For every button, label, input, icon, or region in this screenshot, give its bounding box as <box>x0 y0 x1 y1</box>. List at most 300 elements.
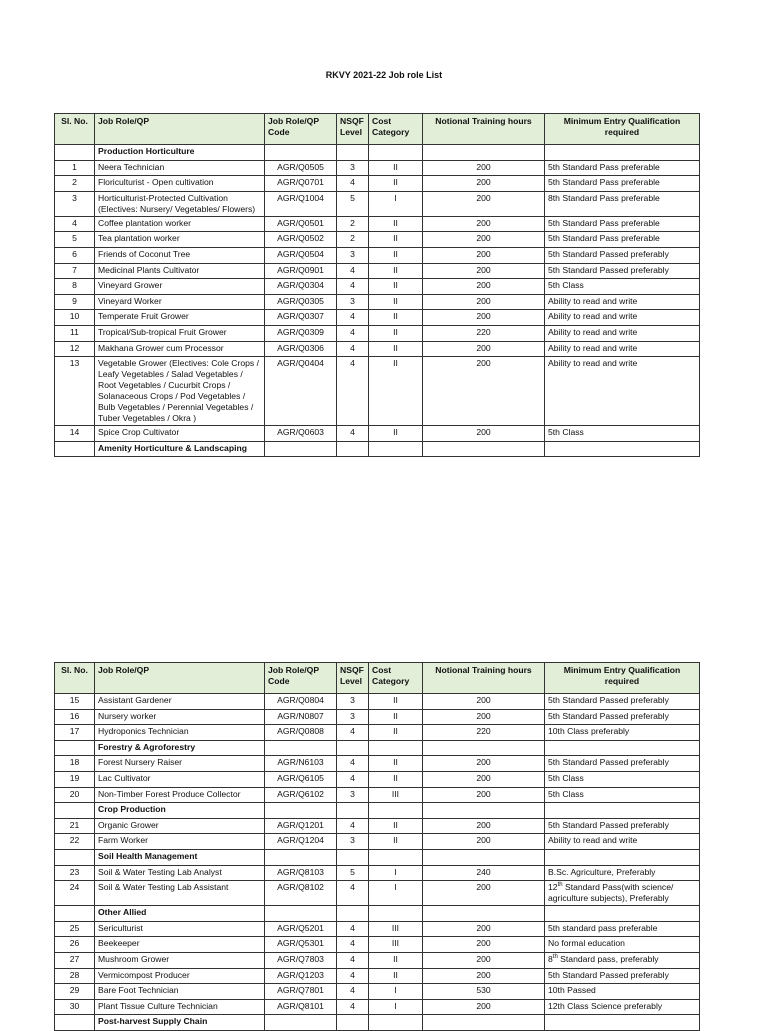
cell-entry-qualification: No formal education <box>545 937 700 953</box>
cell-job-role: Friends of Coconut Tree <box>95 247 265 263</box>
section-row <box>55 906 700 922</box>
section-title: Production Horticulture <box>95 145 265 161</box>
table-row <box>55 426 700 442</box>
table-row <box>55 984 700 1000</box>
cell-entry-qualification: 5th Standard Pass preferable <box>545 160 700 176</box>
cell-job-role: Hydroponics Technician <box>95 725 265 741</box>
table-row <box>55 160 700 176</box>
cell-cost-category: III <box>369 787 423 803</box>
empty-cell <box>337 740 369 756</box>
cell-sl-no: 4 <box>55 216 95 232</box>
cell-job-role: Soil & Water Testing Lab Analyst <box>95 865 265 881</box>
empty-cell <box>369 906 423 922</box>
cell-job-role: Tropical/Sub-tropical Fruit Grower <box>95 325 265 341</box>
table-row <box>55 937 700 953</box>
cell-entry-qualification: 5th Standard Pass preferable <box>545 232 700 248</box>
cell-sl-no: 9 <box>55 294 95 310</box>
cell-nsqf-level: 4 <box>337 968 369 984</box>
cell-nsqf-level: 4 <box>337 984 369 1000</box>
empty-cell <box>545 849 700 865</box>
cell-entry-qualification: 5th Standard Pass preferable <box>545 216 700 232</box>
table-header-row <box>55 663 700 694</box>
cell-job-role: Makhana Grower cum Processor <box>95 341 265 357</box>
cell-entry-qualification: Ability to read and write <box>545 357 700 426</box>
cell-qp-code: AGR/Q8102 <box>265 881 337 906</box>
column-header-sl-no: Sl. No. <box>55 663 95 694</box>
table-row <box>55 881 700 906</box>
table-header-row <box>55 114 700 145</box>
cell-nsqf-level: 4 <box>337 999 369 1015</box>
cell-cost-category: II <box>369 160 423 176</box>
cell-sl-no: 12 <box>55 341 95 357</box>
cell-entry-qualification: 5th Standard Passed preferably <box>545 263 700 279</box>
cell-cost-category: II <box>369 725 423 741</box>
cell-qp-code: AGR/Q0808 <box>265 725 337 741</box>
column-header-sl-no: Sl. No. <box>55 114 95 145</box>
cell-cost-category: II <box>369 232 423 248</box>
cell-sl-no: 2 <box>55 176 95 192</box>
column-header-training-hours: Notional Training hours <box>423 663 545 694</box>
job-role-table-2 <box>54 662 700 1031</box>
cell-job-role: Beekeeper <box>95 937 265 953</box>
job-role-table-1 <box>54 113 700 457</box>
cell-nsqf-level: 4 <box>337 937 369 953</box>
cell-cost-category: II <box>369 426 423 442</box>
cell-qp-code: AGR/Q8101 <box>265 999 337 1015</box>
cell-qp-code: AGR/Q0501 <box>265 216 337 232</box>
cell-job-role: Horticulturist-Protected Cultivation (Electives: Nursery/ Vegetables/ Flowers) <box>95 191 265 216</box>
cell-training-hours: 200 <box>423 771 545 787</box>
cell-qp-code: AGR/N6103 <box>265 756 337 772</box>
cell-sl-no: 17 <box>55 725 95 741</box>
empty-cell <box>369 740 423 756</box>
cell-qp-code: AGR/Q0304 <box>265 279 337 295</box>
table-row <box>55 325 700 341</box>
table-row <box>55 968 700 984</box>
cell-entry-qualification: 5th Class <box>545 426 700 442</box>
cell-entry-qualification: 5th Standard Passed preferably <box>545 709 700 725</box>
cell-qp-code: AGR/Q7801 <box>265 984 337 1000</box>
cell-qp-code: AGR/Q0505 <box>265 160 337 176</box>
cell-sl-no: 6 <box>55 247 95 263</box>
cell-training-hours: 200 <box>423 232 545 248</box>
cell-job-role: Nursery worker <box>95 709 265 725</box>
empty-cell <box>55 906 95 922</box>
cell-job-role: Floriculturist - Open cultivation <box>95 176 265 192</box>
table-row <box>55 834 700 850</box>
empty-cell <box>545 906 700 922</box>
cell-nsqf-level: 4 <box>337 310 369 326</box>
empty-cell <box>265 145 337 161</box>
cell-cost-category: I <box>369 865 423 881</box>
cell-cost-category: II <box>369 952 423 968</box>
cell-entry-qualification: Ability to read and write <box>545 310 700 326</box>
empty-cell <box>369 803 423 819</box>
section-title: Soil Health Management <box>95 849 265 865</box>
empty-cell <box>545 1015 700 1031</box>
table-row <box>55 176 700 192</box>
cell-qp-code: AGR/Q1004 <box>265 191 337 216</box>
cell-qp-code: AGR/Q0804 <box>265 694 337 710</box>
cell-sl-no: 20 <box>55 787 95 803</box>
cell-nsqf-level: 4 <box>337 176 369 192</box>
document-title: RKVY 2021-22 Job role List <box>325 70 443 80</box>
cell-entry-qualification: 5th standard pass preferable <box>545 921 700 937</box>
cell-sl-no: 3 <box>55 191 95 216</box>
cell-sl-no: 15 <box>55 694 95 710</box>
cell-job-role: Forest Nursery Raiser <box>95 756 265 772</box>
cell-qp-code: AGR/Q0309 <box>265 325 337 341</box>
cell-nsqf-level: 4 <box>337 426 369 442</box>
table-row <box>55 756 700 772</box>
section-title: Amenity Horticulture & Landscaping <box>95 441 265 457</box>
column-header-cost-category: Cost Category <box>369 663 423 694</box>
empty-cell <box>55 145 95 161</box>
empty-cell <box>369 849 423 865</box>
cell-cost-category: II <box>369 176 423 192</box>
cell-nsqf-level: 3 <box>337 247 369 263</box>
cell-qp-code: AGR/Q0306 <box>265 341 337 357</box>
cell-qp-code: AGR/Q5301 <box>265 937 337 953</box>
column-header-entry-qualification: Minimum Entry Qualification required <box>545 663 700 694</box>
table-row <box>55 310 700 326</box>
section-row <box>55 441 700 457</box>
empty-cell <box>423 906 545 922</box>
cell-job-role: Sericulturist <box>95 921 265 937</box>
cell-nsqf-level: 4 <box>337 921 369 937</box>
cell-sl-no: 14 <box>55 426 95 442</box>
cell-job-role: Vineyard Grower <box>95 279 265 295</box>
cell-training-hours: 200 <box>423 357 545 426</box>
cell-qp-code: AGR/Q0502 <box>265 232 337 248</box>
empty-cell <box>337 906 369 922</box>
column-header-qp-code: Job Role/QP Code <box>265 114 337 145</box>
cell-job-role: Vineyard Worker <box>95 294 265 310</box>
cell-cost-category: II <box>369 357 423 426</box>
table-row <box>55 191 700 216</box>
table-row <box>55 279 700 295</box>
table-row <box>55 999 700 1015</box>
cell-cost-category: II <box>369 709 423 725</box>
section-row <box>55 740 700 756</box>
cell-cost-category: I <box>369 881 423 906</box>
cell-entry-qualification: Ability to read and write <box>545 341 700 357</box>
cell-training-hours: 200 <box>423 881 545 906</box>
cell-entry-qualification: 5th Standard Passed preferably <box>545 818 700 834</box>
cell-job-role: Non-Timber Forest Produce Collector <box>95 787 265 803</box>
cell-sl-no: 30 <box>55 999 95 1015</box>
cell-entry-qualification: Ability to read and write <box>545 325 700 341</box>
cell-entry-qualification: 5th Class <box>545 787 700 803</box>
empty-cell <box>369 1015 423 1031</box>
cell-cost-category: II <box>369 771 423 787</box>
table-row <box>55 865 700 881</box>
cell-training-hours: 220 <box>423 325 545 341</box>
cell-training-hours: 200 <box>423 160 545 176</box>
column-header-nsqf-level: NSQF Level <box>337 114 369 145</box>
cell-entry-qualification: 5th Standard Pass preferable <box>545 176 700 192</box>
cell-sl-no: 23 <box>55 865 95 881</box>
empty-cell <box>265 441 337 457</box>
cell-cost-category: II <box>369 294 423 310</box>
cell-training-hours: 200 <box>423 818 545 834</box>
cell-entry-qualification: 8th Standard pass, preferably <box>545 952 700 968</box>
empty-cell <box>423 849 545 865</box>
cell-nsqf-level: 4 <box>337 325 369 341</box>
cell-job-role: Bare Foot Technician <box>95 984 265 1000</box>
cell-cost-category: II <box>369 279 423 295</box>
empty-cell <box>545 803 700 819</box>
cell-entry-qualification: 5th Standard Passed preferably <box>545 694 700 710</box>
cell-job-role: Coffee plantation worker <box>95 216 265 232</box>
cell-entry-qualification: 12th Class Science preferably <box>545 999 700 1015</box>
empty-cell <box>423 740 545 756</box>
cell-job-role: Vegetable Grower (Electives: Cole Crops / Leafy Vegetables / Salad Vegetables / Root Vegetables / Cucurbit Crops / Solanaceous Crops / Pod Vegetables / Bulb Vegetables / Perennial Vegetables / Tuber Vegetables / Okra ) <box>95 357 265 426</box>
empty-cell <box>265 803 337 819</box>
cell-training-hours: 220 <box>423 725 545 741</box>
empty-cell <box>545 441 700 457</box>
cell-training-hours: 200 <box>423 176 545 192</box>
cell-entry-qualification: 10th Class preferably <box>545 725 700 741</box>
cell-training-hours: 200 <box>423 952 545 968</box>
cell-sl-no: 5 <box>55 232 95 248</box>
cell-cost-category: II <box>369 325 423 341</box>
cell-cost-category: I <box>369 984 423 1000</box>
cell-qp-code: AGR/Q0603 <box>265 426 337 442</box>
cell-job-role: Assistant Gardener <box>95 694 265 710</box>
cell-qp-code: AGR/Q1201 <box>265 818 337 834</box>
empty-cell <box>55 441 95 457</box>
cell-entry-qualification: 5th Standard Passed preferably <box>545 247 700 263</box>
cell-cost-category: II <box>369 341 423 357</box>
section-title: Post-harvest Supply Chain <box>95 1015 265 1031</box>
cell-nsqf-level: 4 <box>337 881 369 906</box>
cell-nsqf-level: 4 <box>337 279 369 295</box>
cell-entry-qualification: Ability to read and write <box>545 834 700 850</box>
empty-cell <box>55 1015 95 1031</box>
cell-job-role: Soil & Water Testing Lab Assistant <box>95 881 265 906</box>
cell-entry-qualification: 5th Standard Passed preferably <box>545 756 700 772</box>
column-header-training-hours: Notional Training hours <box>423 114 545 145</box>
table-row <box>55 952 700 968</box>
cell-nsqf-level: 2 <box>337 216 369 232</box>
empty-cell <box>337 441 369 457</box>
empty-cell <box>265 1015 337 1031</box>
cell-cost-category: III <box>369 921 423 937</box>
cell-nsqf-level: 4 <box>337 952 369 968</box>
cell-sl-no: 28 <box>55 968 95 984</box>
cell-training-hours: 200 <box>423 247 545 263</box>
empty-cell <box>423 803 545 819</box>
empty-cell <box>423 441 545 457</box>
table-row <box>55 247 700 263</box>
cell-nsqf-level: 2 <box>337 232 369 248</box>
table-row <box>55 694 700 710</box>
cell-cost-category: II <box>369 216 423 232</box>
cell-sl-no: 8 <box>55 279 95 295</box>
column-header-entry-qualification: Minimum Entry Qualification required <box>545 114 700 145</box>
cell-cost-category: II <box>369 310 423 326</box>
cell-training-hours: 200 <box>423 310 545 326</box>
cell-entry-qualification: B.Sc. Agriculture, Preferably <box>545 865 700 881</box>
cell-training-hours: 200 <box>423 756 545 772</box>
cell-qp-code: AGR/Q8103 <box>265 865 337 881</box>
section-row <box>55 1015 700 1031</box>
column-header-job-role: Job Role/QP <box>95 114 265 145</box>
cell-job-role: Temperate Fruit Grower <box>95 310 265 326</box>
cell-nsqf-level: 4 <box>337 357 369 426</box>
empty-cell <box>337 145 369 161</box>
cell-job-role: Lac Cultivator <box>95 771 265 787</box>
cell-entry-qualification: 5th Class <box>545 279 700 295</box>
table-row <box>55 709 700 725</box>
cell-training-hours: 200 <box>423 191 545 216</box>
empty-cell <box>423 1015 545 1031</box>
cell-nsqf-level: 3 <box>337 694 369 710</box>
cell-sl-no: 21 <box>55 818 95 834</box>
cell-training-hours: 200 <box>423 999 545 1015</box>
cell-training-hours: 200 <box>423 968 545 984</box>
cell-training-hours: 200 <box>423 921 545 937</box>
empty-cell <box>265 849 337 865</box>
cell-sl-no: 26 <box>55 937 95 953</box>
cell-cost-category: II <box>369 818 423 834</box>
section-title: Crop Production <box>95 803 265 819</box>
cell-sl-no: 16 <box>55 709 95 725</box>
cell-sl-no: 11 <box>55 325 95 341</box>
empty-cell <box>55 803 95 819</box>
cell-job-role: Organic Grower <box>95 818 265 834</box>
cell-cost-category: II <box>369 968 423 984</box>
cell-training-hours: 200 <box>423 341 545 357</box>
table-row <box>55 294 700 310</box>
cell-qp-code: AGR/Q0701 <box>265 176 337 192</box>
column-header-nsqf-level: NSQF Level <box>337 663 369 694</box>
column-header-qp-code: Job Role/QP Code <box>265 663 337 694</box>
cell-training-hours: 200 <box>423 937 545 953</box>
cell-training-hours: 530 <box>423 984 545 1000</box>
empty-cell <box>337 849 369 865</box>
cell-cost-category: II <box>369 756 423 772</box>
cell-cost-category: I <box>369 191 423 216</box>
cell-training-hours: 200 <box>423 709 545 725</box>
cell-nsqf-level: 4 <box>337 756 369 772</box>
cell-nsqf-level: 4 <box>337 263 369 279</box>
empty-cell <box>369 441 423 457</box>
cell-job-role: Vermicompost Producer <box>95 968 265 984</box>
cell-cost-category: II <box>369 263 423 279</box>
cell-training-hours: 200 <box>423 263 545 279</box>
table-row <box>55 921 700 937</box>
cell-qp-code: AGR/Q6105 <box>265 771 337 787</box>
table-row <box>55 357 700 426</box>
cell-nsqf-level: 3 <box>337 834 369 850</box>
cell-entry-qualification: 10th Passed <box>545 984 700 1000</box>
empty-cell <box>545 145 700 161</box>
cell-sl-no: 24 <box>55 881 95 906</box>
cell-nsqf-level: 5 <box>337 865 369 881</box>
cell-training-hours: 200 <box>423 834 545 850</box>
cell-qp-code: AGR/Q7803 <box>265 952 337 968</box>
cell-qp-code: AGR/Q6102 <box>265 787 337 803</box>
empty-cell <box>265 740 337 756</box>
table-row <box>55 341 700 357</box>
cell-cost-category: II <box>369 834 423 850</box>
empty-cell <box>265 906 337 922</box>
cell-training-hours: 200 <box>423 216 545 232</box>
cell-cost-category: II <box>369 694 423 710</box>
section-row <box>55 145 700 161</box>
cell-sl-no: 10 <box>55 310 95 326</box>
table-row <box>55 818 700 834</box>
cell-nsqf-level: 3 <box>337 160 369 176</box>
cell-qp-code: AGR/Q1204 <box>265 834 337 850</box>
cell-training-hours: 200 <box>423 294 545 310</box>
cell-sl-no: 1 <box>55 160 95 176</box>
empty-cell <box>423 145 545 161</box>
table-row <box>55 263 700 279</box>
cell-nsqf-level: 4 <box>337 818 369 834</box>
table-row <box>55 216 700 232</box>
cell-qp-code: AGR/Q5201 <box>265 921 337 937</box>
cell-nsqf-level: 5 <box>337 191 369 216</box>
cell-sl-no: 13 <box>55 357 95 426</box>
cell-job-role: Plant Tissue Culture Technician <box>95 999 265 1015</box>
cell-qp-code: AGR/Q1203 <box>265 968 337 984</box>
cell-nsqf-level: 4 <box>337 771 369 787</box>
cell-training-hours: 240 <box>423 865 545 881</box>
cell-cost-category: III <box>369 937 423 953</box>
cell-job-role: Medicinal Plants Cultivator <box>95 263 265 279</box>
cell-nsqf-level: 3 <box>337 787 369 803</box>
cell-entry-qualification: 8th Standard Pass preferable <box>545 191 700 216</box>
cell-sl-no: 19 <box>55 771 95 787</box>
cell-nsqf-level: 4 <box>337 341 369 357</box>
empty-cell <box>55 740 95 756</box>
cell-cost-category: II <box>369 247 423 263</box>
cell-cost-category: I <box>369 999 423 1015</box>
cell-qp-code: AGR/Q0901 <box>265 263 337 279</box>
table-row <box>55 787 700 803</box>
cell-qp-code: AGR/Q0504 <box>265 247 337 263</box>
cell-qp-code: AGR/Q0307 <box>265 310 337 326</box>
cell-training-hours: 200 <box>423 279 545 295</box>
cell-training-hours: 200 <box>423 787 545 803</box>
cell-training-hours: 200 <box>423 426 545 442</box>
column-header-job-role: Job Role/QP <box>95 663 265 694</box>
section-title: Forestry & Agroforestry <box>95 740 265 756</box>
empty-cell <box>337 803 369 819</box>
column-header-cost-category: Cost Category <box>369 114 423 145</box>
cell-job-role: Mushroom Grower <box>95 952 265 968</box>
empty-cell <box>545 740 700 756</box>
cell-qp-code: AGR/Q0305 <box>265 294 337 310</box>
empty-cell <box>55 849 95 865</box>
cell-job-role: Tea plantation worker <box>95 232 265 248</box>
cell-sl-no: 18 <box>55 756 95 772</box>
cell-nsqf-level: 3 <box>337 709 369 725</box>
cell-sl-no: 27 <box>55 952 95 968</box>
cell-entry-qualification: 5th Class <box>545 771 700 787</box>
cell-training-hours: 200 <box>423 694 545 710</box>
cell-job-role: Neera Technician <box>95 160 265 176</box>
cell-qp-code: AGR/Q0404 <box>265 357 337 426</box>
cell-entry-qualification: 5th Standard Passed preferably <box>545 968 700 984</box>
section-title: Other Allied <box>95 906 265 922</box>
cell-sl-no: 25 <box>55 921 95 937</box>
table-row <box>55 232 700 248</box>
empty-cell <box>369 145 423 161</box>
